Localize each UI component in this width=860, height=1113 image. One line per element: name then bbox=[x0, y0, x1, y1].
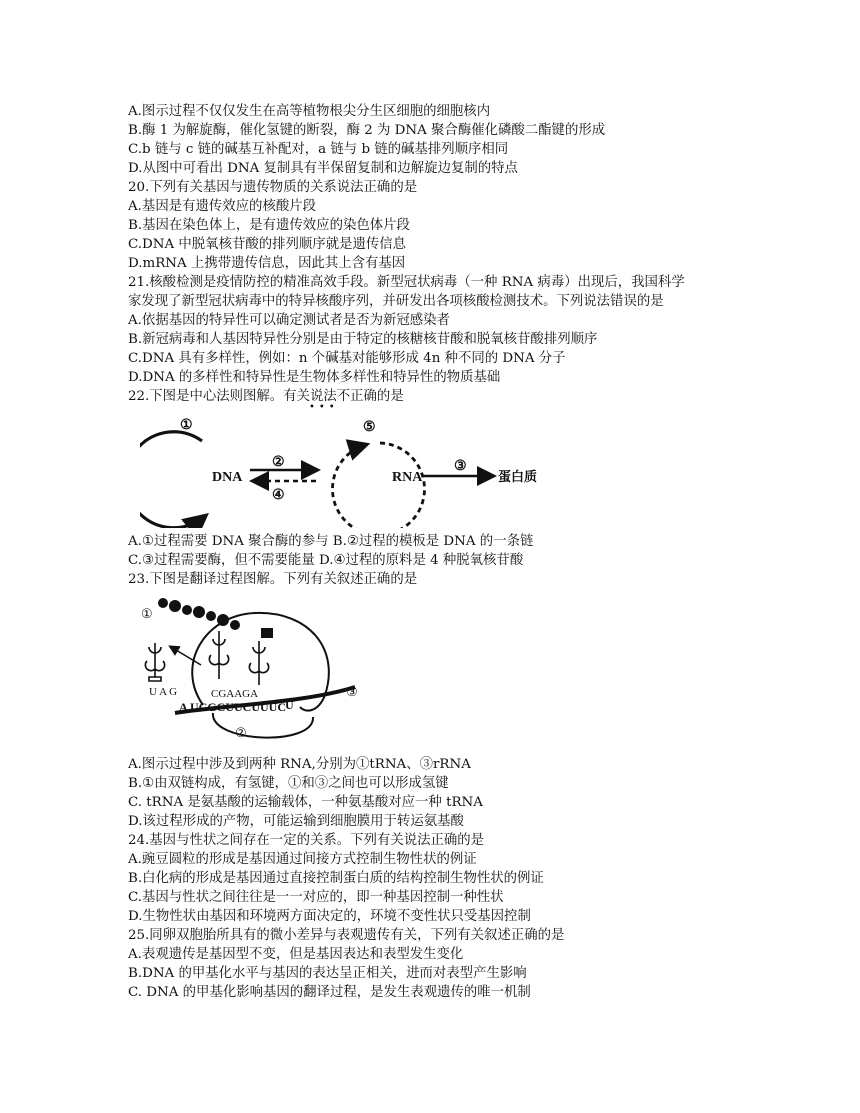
option-23c: C. tRNA 是氨基酸的运输载体，一种氨基酸对应一种 tRNA bbox=[128, 795, 483, 810]
option-25a: A.表观遗传是基因型不变，但是基因表达和表型发生变化 bbox=[128, 947, 464, 962]
rna-replication-arc bbox=[332, 443, 424, 528]
trna-mid bbox=[209, 631, 228, 679]
anticodons-mid: CGAAGA bbox=[211, 688, 259, 700]
label-5: ⑤ bbox=[363, 420, 376, 435]
anticodon-left: U A G bbox=[149, 686, 178, 698]
trna-group bbox=[145, 631, 268, 685]
question-23-stem: 23.下图是翻译过程图解。下列有关叙述正确的是 bbox=[128, 572, 418, 587]
label-1: ① bbox=[141, 606, 153, 621]
option-23b: B.①由双链构成，有氢键，①和③之间也可以形成氢键 bbox=[128, 776, 449, 791]
option-21c: C.DNA 具有多样性，例如：n 个碱基对能够形成 4n 种不同的 DNA 分子 bbox=[128, 351, 566, 366]
central-dogma-figure bbox=[140, 413, 560, 528]
option-19b: B.酶 1 为解旋酶，催化氢键的断裂，酶 2 为 DNA 聚合酶催化磷酸二酯键的形成 bbox=[128, 123, 606, 138]
option-25b: B.DNA 的甲基化水平与基因的表达呈正相关，进而对表型产生影响 bbox=[128, 966, 527, 981]
replication-arc bbox=[140, 432, 204, 528]
option-23a: A.图示过程中涉及到两种 RNA,分别为①tRNA、③rRNA bbox=[128, 757, 471, 772]
ribosome-small-subunit bbox=[213, 713, 313, 738]
emphasis-dots: ••• bbox=[309, 402, 339, 413]
trna-left bbox=[145, 643, 164, 681]
label-3: ③ bbox=[454, 459, 467, 474]
option-24a: A.豌豆圆粒的形成是基因通过间接方式控制生物性状的例证 bbox=[128, 852, 477, 867]
option-19d: D.从图中可看出 DNA 复制具有半保留复制和边解旋边复制的特点 bbox=[128, 161, 518, 176]
polypeptide-chain bbox=[158, 598, 273, 638]
option-25c: C. DNA 的甲基化影响基因的翻译过程，是发生表观遗传的唯一机制 bbox=[128, 985, 531, 1000]
option-22ab: A.①过程需要 DNA 聚合酶的参与 B.②过程的模板是 DNA 的一条链 bbox=[128, 534, 534, 549]
rna-label: RNA bbox=[392, 470, 423, 485]
question-21-stem-line2: 家发现了新型冠状病毒中的特异核酸序列，并研发出各项核酸检测技术。下列说法错误的是 bbox=[128, 294, 664, 309]
option-20d: D.mRNA 上携带遗传信息，因此其上含有基因 bbox=[128, 256, 406, 271]
label-1: ① bbox=[180, 418, 193, 433]
translation-figure bbox=[135, 595, 370, 755]
option-20c: C.DNA 中脱氧核苷酸的排列顺序就是遗传信息 bbox=[128, 237, 407, 252]
label-2: ② bbox=[235, 725, 247, 740]
option-20a: A.基因是有遗传效应的核酸片段 bbox=[128, 199, 317, 214]
label-2: ② bbox=[272, 455, 285, 470]
option-23d: D.该过程形成的产物，可能运输到细胞膜用于转运氨基酸 bbox=[128, 814, 464, 829]
option-19c: C.b 链与 c 链的碱基互补配对，a 链与 b 链的碱基排列顺序相同 bbox=[128, 142, 509, 157]
option-19a: A.图示过程不仅仅发生在高等植物根尖分生区细胞的细胞核内 bbox=[128, 104, 491, 119]
option-21b: B.新冠病毒和人基因特异性分别是由于特定的核糖核苷酸和脱氧核苷酸排列顺序 bbox=[128, 332, 598, 347]
label-4: ④ bbox=[272, 488, 285, 503]
option-24d: D.生物性状由基因和环境两方面决定的，环境不变性状只受基因控制 bbox=[128, 909, 531, 924]
option-21d: D.DNA 的多样性和特异性是生物体多样性和特异性的物质基础 bbox=[128, 370, 501, 385]
question-20-stem: 20.下列有关基因与遗传物质的关系说法正确的是 bbox=[128, 180, 418, 195]
trna-right bbox=[249, 641, 268, 685]
question-22-stem: 22.下图是中心法则图解。有关说法不正确的是 bbox=[128, 389, 404, 404]
question-25-stem: 25.同卵双胞胎所具有的微小差异与表观遗传有关，下列有关叙述正确的是 bbox=[128, 928, 565, 943]
option-24c: C.基因与性状之间往往是一一对应的，即一种基因控制一种性状 bbox=[128, 890, 504, 905]
question-21-stem-line1: 21.核酸检测是疫情防控的精准高效手段。新型冠状病毒（一种 RNA 病毒）出现后，我国科学 bbox=[128, 275, 685, 290]
dna-label: DNA bbox=[212, 470, 243, 485]
question-24-stem: 24.基因与性状之间存在一定的关系。下列有关说法正确的是 bbox=[128, 833, 485, 848]
mrna-sequence: A UCGCUUCUUUC bbox=[179, 700, 286, 714]
mrna-end: U bbox=[285, 698, 294, 712]
option-21a: A.依据基因的特异性可以确定测试者是否为新冠感染者 bbox=[128, 313, 450, 328]
option-20b: B.基因在染色体上，是有遗传效应的染色体片段 bbox=[128, 218, 410, 233]
protein-label: 蛋白质 bbox=[498, 470, 538, 485]
label-3: ③ bbox=[346, 684, 358, 699]
option-24b: B.白化病的形成是基因通过直接控制蛋白质的结构控制生物性状的例证 bbox=[128, 871, 544, 886]
option-22cd: C.③过程需要酶，但不需要能量 D.④过程的原料是 4 种脱氧核苷酸 bbox=[128, 553, 524, 568]
